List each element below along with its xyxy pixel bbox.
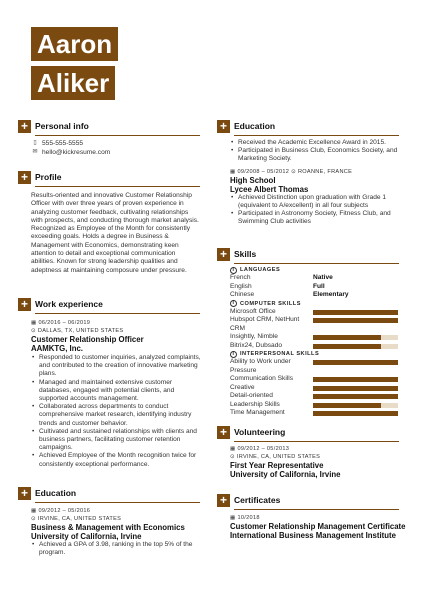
skill-bar-fill xyxy=(313,386,398,391)
work-location: ⊙ DALLAS, TX, UNITED STATES xyxy=(31,328,124,334)
computer-skills-subheader: I COMPUTER SKILLS xyxy=(230,300,400,308)
list-item: • Achieved Employee of the Month recognition twice for consistently exceptional performance. xyxy=(31,452,201,468)
section-title: Personal info xyxy=(35,121,89,131)
edu-dates: ▦ 09/2012 – 05/2016 xyxy=(31,508,91,514)
email-row xyxy=(30,148,200,157)
skill-bar-fill xyxy=(313,318,398,323)
section-work-experience xyxy=(18,298,200,469)
section-rule xyxy=(234,263,399,264)
skill-row: Time Management xyxy=(230,409,400,418)
volunteering-dates: ▦ 09/2012 – 05/2013 xyxy=(230,446,290,452)
language-row: Chinese Elementary xyxy=(230,291,349,298)
section-header xyxy=(18,298,200,314)
email-icon: ✉ xyxy=(32,149,38,155)
volunteering-org: University of California, Irvine xyxy=(230,470,341,479)
section-education-right xyxy=(217,120,399,226)
plus-icon: + xyxy=(217,248,230,261)
work-org: AAMKTG, Inc. xyxy=(31,344,83,353)
skill-bar xyxy=(313,394,398,399)
edu-dates-location: ▦ 09/2008 – 05/2012 ⊙ ROANNE, FRANCE xyxy=(230,168,353,175)
skill-bar xyxy=(313,310,398,315)
edu-degree: Business & Management with Economics xyxy=(31,523,185,532)
skill-bar-fill xyxy=(313,335,381,340)
skill-bar xyxy=(313,377,398,382)
skill-bar xyxy=(313,386,398,391)
section-rule xyxy=(35,135,200,136)
calendar-icon: ▦ xyxy=(31,320,37,326)
phone-row xyxy=(30,139,200,148)
edu-location: ⊙ IRVINE, CA, UNITED STATES xyxy=(31,516,122,522)
section-education-left xyxy=(18,487,200,557)
certificate-dates: ▦ 10/2018 xyxy=(230,515,260,521)
skill-bar xyxy=(313,360,398,365)
section-header xyxy=(217,426,399,442)
section-title: Skills xyxy=(234,249,257,259)
plus-icon: + xyxy=(18,120,31,133)
list-item: • Collaborated across departments to conduct comprehensive market research, identifying industry trends and customer behavior. xyxy=(31,403,201,428)
section-header xyxy=(18,120,200,136)
section-title: Education xyxy=(234,121,276,131)
section-title: Volunteering xyxy=(234,427,286,437)
plus-icon: + xyxy=(18,298,31,311)
skill-row: Ability to Work under Pressure xyxy=(230,358,400,375)
skill-row: Microsoft Office xyxy=(230,308,400,317)
certificate-org: International Business Management Institute xyxy=(230,531,396,540)
list-item: • Participated in Business Club, Economics Society, and Marketing Society. xyxy=(230,147,400,163)
skill-bar xyxy=(313,344,398,349)
section-header xyxy=(217,248,399,264)
skill-bar xyxy=(313,411,398,416)
section-skills xyxy=(217,248,399,418)
section-title: Education xyxy=(35,488,77,498)
edu-top-bullets xyxy=(230,139,400,164)
name-first: Aaron xyxy=(31,27,118,61)
skill-row: Detail-oriented xyxy=(230,392,400,401)
edu-school: University of California, Irvine xyxy=(31,532,142,541)
language-row: French Native xyxy=(230,274,333,281)
section-header xyxy=(217,494,407,510)
work-bullets xyxy=(31,354,201,469)
edu-school: Lycee Albert Thomas xyxy=(230,184,309,194)
section-header xyxy=(217,120,399,136)
list-item: • Participated in Astronomy Society, Fitness Club, and Swimming Club activities xyxy=(230,210,400,226)
skill-row: Insightly, Nimble xyxy=(230,333,400,342)
skill-row: Creative xyxy=(230,384,400,393)
section-title: Certificates xyxy=(234,495,281,505)
edu-bullets xyxy=(230,194,400,227)
list-item: • Responded to customer inquiries, analyzed complaints, and contributed to the creation of innovative marketing plans. xyxy=(31,354,201,379)
skill-bar-fill xyxy=(313,403,381,408)
skill-bar-fill xyxy=(313,411,398,416)
skill-bar xyxy=(313,403,398,408)
skill-bar xyxy=(313,335,398,340)
certificate-name: Customer Relationship Management Certificate xyxy=(230,522,406,531)
calendar-icon: ▦ xyxy=(230,515,236,521)
section-rule xyxy=(234,441,399,442)
list-item: • Cultivated and sustained relationships with clients and business partners, facilitating customer retention campaigns. xyxy=(31,428,201,453)
skill-bar-fill xyxy=(313,377,398,382)
interpersonal-skills-subheader: I INTERPERSONAL SKILLS xyxy=(230,350,400,358)
info-icon: I xyxy=(230,300,237,307)
skill-bar xyxy=(313,318,398,323)
email-text[interactable]: hello@kickresume.com xyxy=(42,149,111,156)
skill-row: Leadership Skills xyxy=(230,401,400,410)
info-icon: I xyxy=(230,267,237,274)
volunteering-location: ⊙ IRVINE, CA, UNITED STATES xyxy=(230,454,321,460)
section-header xyxy=(18,171,200,187)
section-rule xyxy=(234,509,399,510)
plus-icon: + xyxy=(18,487,31,500)
location-pin-icon: ⊙ xyxy=(291,168,297,175)
section-rule xyxy=(35,502,200,503)
section-title: Profile xyxy=(35,172,62,182)
calendar-icon: ▦ xyxy=(31,508,37,514)
location-pin-icon: ⊙ xyxy=(230,454,235,460)
skill-row: Bitrix24, Dubsado xyxy=(230,342,400,351)
section-rule xyxy=(234,135,399,136)
info-icon: I xyxy=(230,351,237,358)
section-certificates xyxy=(217,494,407,540)
skill-row: Communication Skills xyxy=(230,375,400,384)
skill-bar-fill xyxy=(313,310,398,315)
list-item: • Managed and maintained extensive customer databases, engaged with potential clients, and supported accounts management. xyxy=(31,379,201,404)
calendar-icon: ▦ xyxy=(230,446,236,452)
location-pin-icon: ⊙ xyxy=(31,516,36,522)
skill-bar-fill xyxy=(313,360,398,365)
skill-bar-fill xyxy=(313,344,381,349)
section-header xyxy=(18,487,200,503)
section-rule xyxy=(35,313,200,314)
list-item: • Received the Academic Excellence Award in 2015. xyxy=(230,139,400,147)
section-title: Work experience xyxy=(35,299,103,309)
plus-icon: + xyxy=(217,494,230,507)
plus-icon: + xyxy=(18,171,31,184)
volunteering-role: First Year Representative xyxy=(230,461,324,470)
phone-text[interactable]: 555-555-5555 xyxy=(42,140,84,147)
section-rule xyxy=(35,186,200,187)
edu-bullets xyxy=(31,541,201,557)
location-pin-icon: ⊙ xyxy=(31,328,36,334)
list-item: • Achieved a GPA of 3.98, ranking in the top 5% of the program. xyxy=(31,541,201,557)
plus-icon: + xyxy=(217,426,230,439)
name-last: Aliker xyxy=(31,66,115,100)
plus-icon: + xyxy=(217,120,230,133)
work-dates: ▦ 06/2016 – 06/2019 xyxy=(31,320,91,326)
section-profile xyxy=(18,171,200,275)
section-personal-info xyxy=(18,120,200,157)
skill-bar-fill xyxy=(313,394,398,399)
calendar-icon: ▦ xyxy=(230,168,236,175)
list-item: • Achieved Distinction upon graduation with Grade 1 (equivalent to A/excellent) in all four subjects xyxy=(230,194,400,210)
edu-degree: High School xyxy=(230,175,276,185)
languages-subheader: I LANGUAGES xyxy=(230,266,400,274)
language-row: English Full xyxy=(230,282,325,290)
phone-icon: ▯ xyxy=(33,140,37,146)
work-role: Customer Relationship Officer xyxy=(31,335,144,344)
profile-text: Results-oriented and innovative Customer Relationship Officer with over three years of proven experience in analyzing customer feedback, cultivating relationships with prospects, and conducting thorough market analysis. Recognized as Employee of the Month for consistently exceeding goals. Holds a degree in Business & Management with Economics, demonstrating keen attention to detail and exceptional communication abilities. Known for strong leadership qualities and adeptness at maintaining composure under pressure. xyxy=(31,192,199,274)
skill-row: Hubspot CRM, NetHunt CRM xyxy=(230,316,400,333)
section-volunteering xyxy=(217,426,399,479)
